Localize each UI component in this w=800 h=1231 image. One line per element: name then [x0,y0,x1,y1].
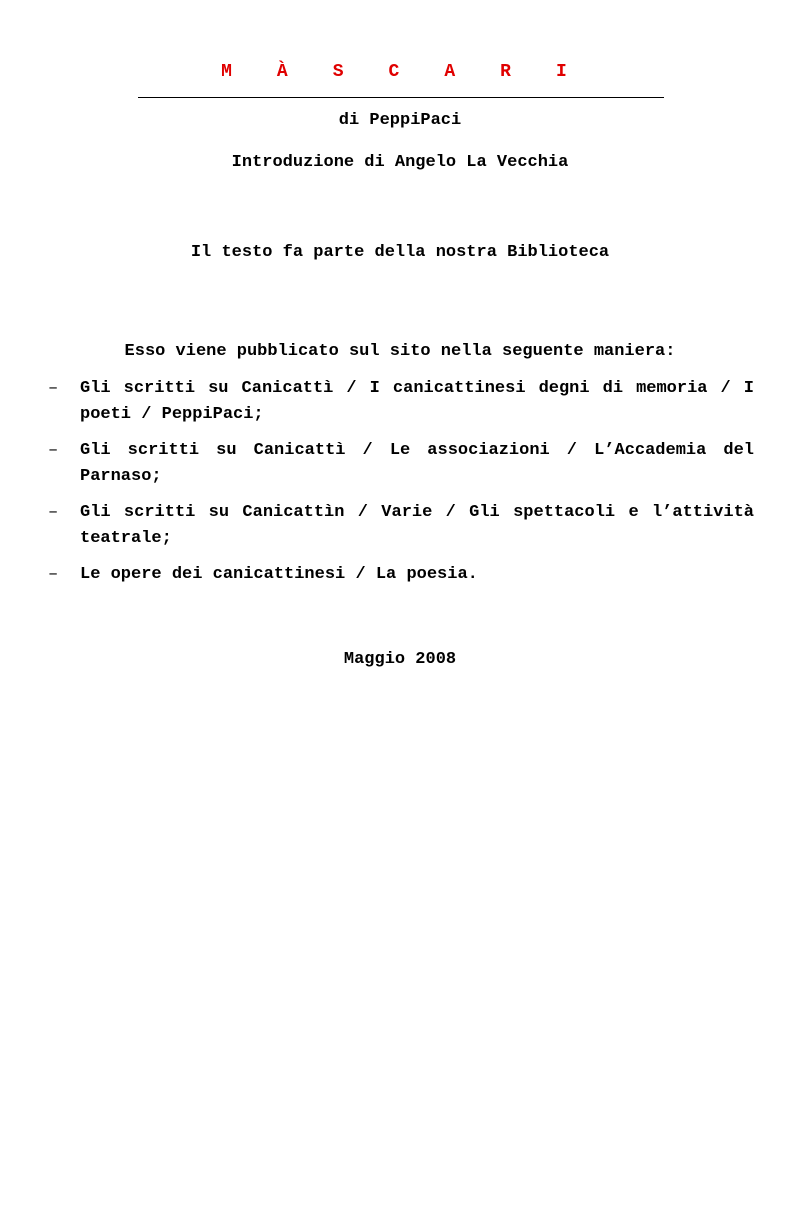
list-item [48,376,754,428]
dash-marker: – [48,565,59,584]
publication-date: Maggio 2008 [343,650,457,669]
dash-marker: – [48,441,59,460]
publication-lead: Esso viene pubblicato sul sito nella seguente maniera: [124,342,676,361]
library-note: Il testo fa parte della nostra Biblioteca [190,243,610,262]
introduction-line: Introduzione di Angelo La Vecchia [231,153,569,172]
list-item [48,438,754,490]
publication-paths-list [48,376,754,598]
dash-marker: – [48,379,59,398]
list-item [48,500,754,552]
path-text: Gli scritti su Canicattì / Le associazioni / L’Accademia del Parnaso; [80,441,754,486]
path-text: Gli scritti su Canicattì / I canicattinesi degni di memoria / I poeti / PeppiPaci; [80,379,754,424]
list-item [48,562,754,588]
document-title: M À S C A R I [221,62,584,82]
path-text: Le opere dei canicattinesi / La poesia. [80,565,478,584]
author-line: di PeppiPaci [338,111,462,130]
title-divider [138,97,664,98]
path-text: Gli scritti su Canicattìn / Varie / Gli spettacoli e l’attività teatrale; [80,503,754,548]
dash-marker: – [48,503,59,522]
